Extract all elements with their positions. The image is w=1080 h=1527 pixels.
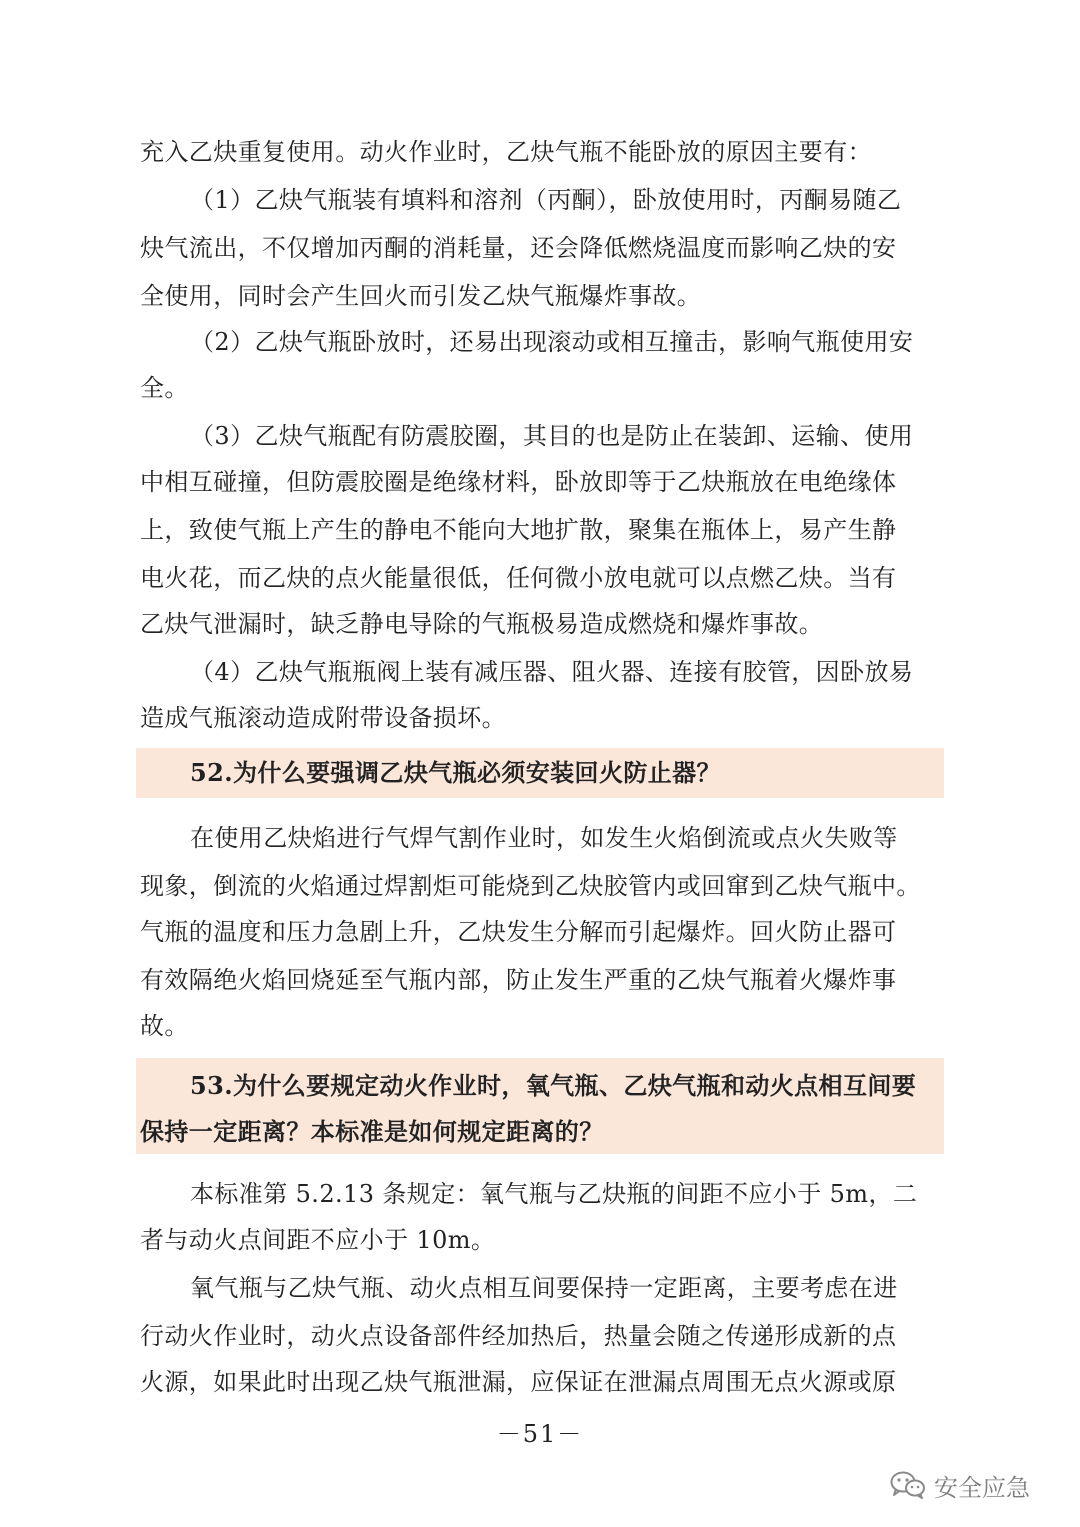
paragraph-intro: 充入乙炔重复使用。动火作业时，乙炔气瓶不能卧放的原因主要有： — [140, 138, 872, 166]
item-1-line-1: （1）乙炔气瓶装有填料和溶剂（丙酮），卧放使用时，丙酮易随乙 — [190, 186, 902, 214]
section-52-line-2: 现象，倒流的火焰通过焊割炬可能烧到乙炔胶管内或回窜到乙炔气瓶中。 — [140, 872, 921, 900]
section-53-p2-line-2: 行动火作业时，动火点设备部件经加热后，热量会随之传递形成新的点 — [140, 1322, 897, 1350]
wechat-icon — [890, 1470, 926, 1500]
section-52-line-1: 在使用乙炔焰进行气焊气割作业时，如发生火焰倒流或点火失败等 — [190, 824, 898, 852]
section-52-line-5: 故。 — [140, 1012, 189, 1040]
section-53-p1-line-1: 本标准第 5.2.13 条规定：氧气瓶与乙炔瓶的间距不应小于 5m，二 — [190, 1180, 918, 1208]
watermark — [890, 1465, 1030, 1505]
item-4-line-2: 造成气瓶滚动造成附带设备损坏。 — [140, 704, 506, 732]
section-52-heading-text: 52.为什么要强调乙炔气瓶必须安装回火防止器？ — [190, 758, 721, 787]
section-52-heading — [136, 748, 944, 798]
item-4-line-1: （4）乙炔气瓶瓶阀上装有减压器、阻火器、连接有胶管，因卧放易 — [190, 658, 914, 686]
item-3-line-4: 电火花，而乙炔的点火能量很低，任何微小放电就可以点燃乙炔。当有 — [140, 564, 897, 592]
section-53-p2-line-1: 氧气瓶与乙炔气瓶、动火点相互间要保持一定距离，主要考虑在进 — [190, 1274, 898, 1302]
watermark-text: 安全应急 — [934, 1473, 1030, 1502]
section-53-heading-line-1: 53.为什么要规定动火作业时，氧气瓶、乙炔气瓶和动火点相互间要 — [190, 1071, 917, 1100]
item-1-line-2: 炔气流出，不仅增加丙酮的消耗量，还会降低燃烧温度而影响乙炔的安 — [140, 234, 897, 262]
item-3-line-2: 中相互碰撞，但防震胶圈是绝缘材料，卧放即等于乙炔瓶放在电绝缘体 — [140, 468, 897, 496]
item-3-line-3: 上，致使气瓶上产生的静电不能向大地扩散，聚集在瓶体上，易产生静 — [140, 516, 897, 544]
section-52-line-4: 有效隔绝火焰回烧延至气瓶内部，防止发生严重的乙炔气瓶着火爆炸事 — [140, 966, 897, 994]
section-52-line-3: 气瓶的温度和压力急剧上升，乙炔发生分解而引起爆炸。回火防止器可 — [140, 918, 897, 946]
item-3-line-5: 乙炔气泄漏时，缺乏静电导除的气瓶极易造成燃烧和爆炸事故。 — [140, 610, 824, 638]
page-number: －51－ — [496, 1420, 584, 1448]
item-1-line-3: 全使用，同时会产生回火而引发乙炔气瓶爆炸事故。 — [140, 282, 702, 310]
section-53-heading-line-2: 保持一定距离？本标准是如何规定距离的？ — [140, 1117, 604, 1146]
item-2-line-1: （2）乙炔气瓶卧放时，还易出现滚动或相互撞击，影响气瓶使用安 — [190, 328, 914, 356]
item-2-line-2: 全。 — [140, 374, 189, 402]
section-53-p2-line-3: 火源，如果此时出现乙炔气瓶泄漏，应保证在泄漏点周围无点火源或原 — [140, 1368, 897, 1396]
item-3-line-1: （3）乙炔气瓶配有防震胶圈，其目的也是防止在装卸、运输、使用 — [190, 422, 914, 450]
section-53-p1-line-2: 者与动火点间距不应小于 10m。 — [140, 1226, 496, 1254]
section-53-heading — [136, 1058, 944, 1154]
